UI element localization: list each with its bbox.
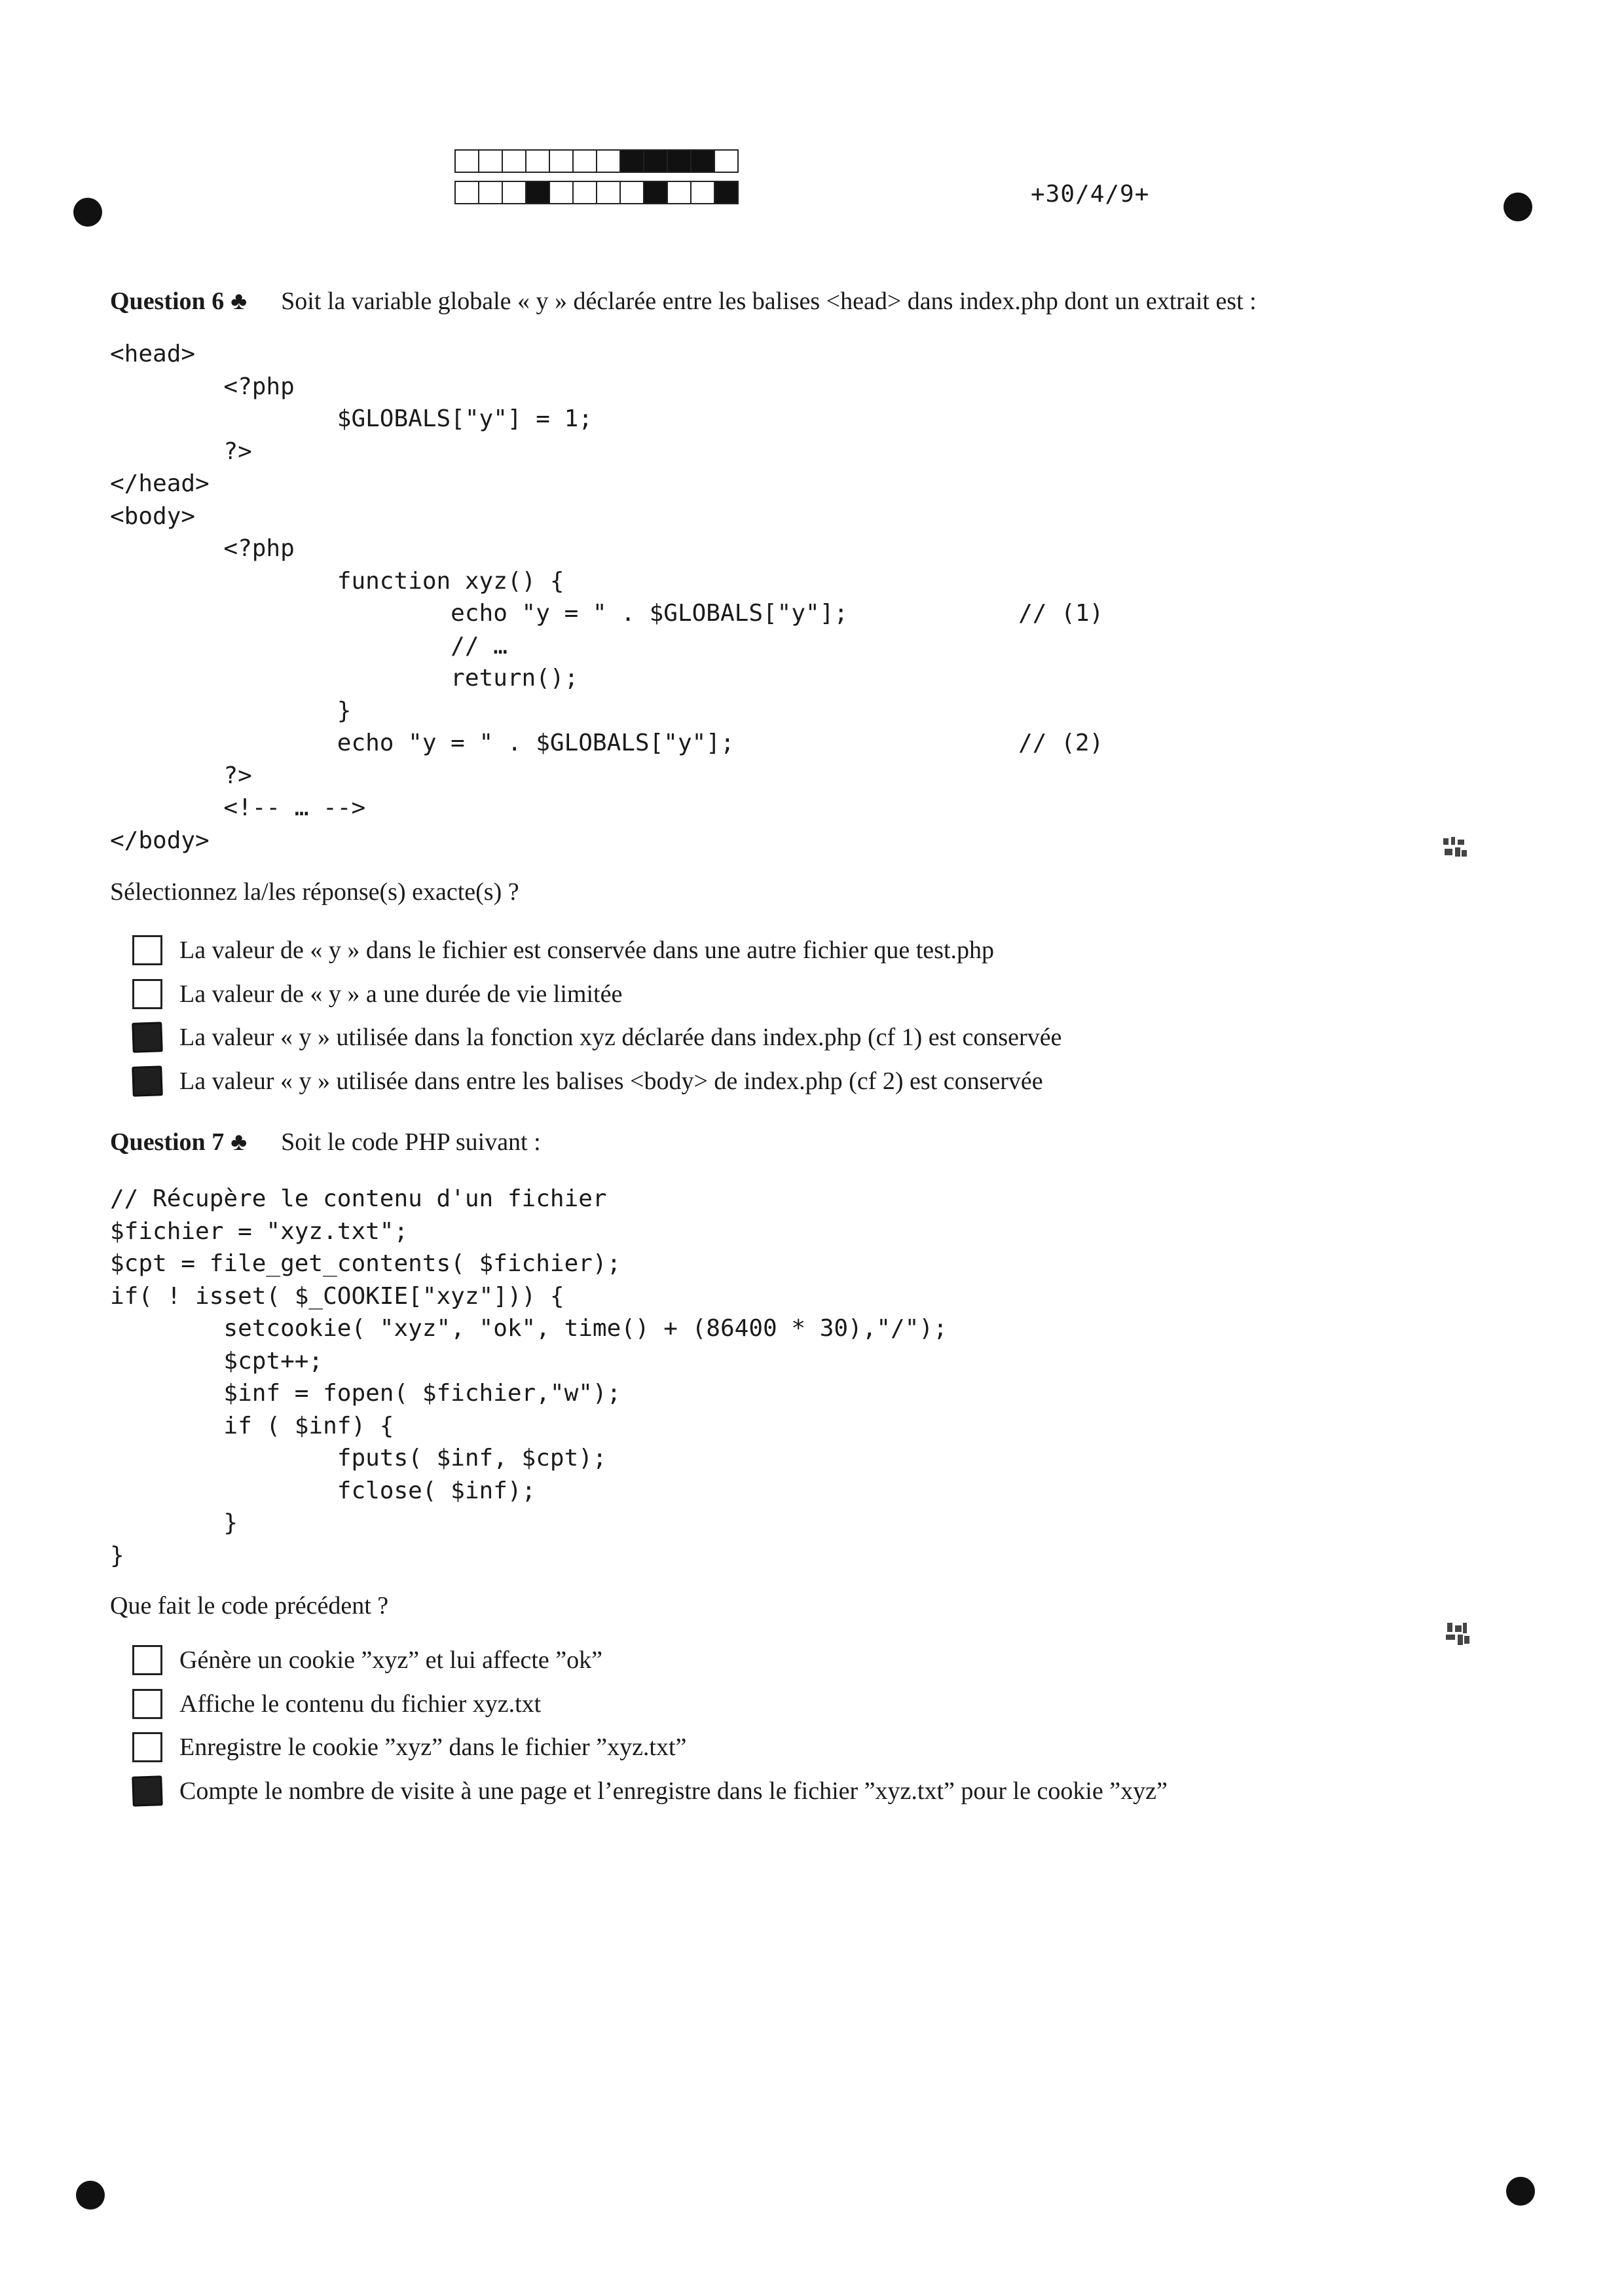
code-line: </body> [110, 826, 210, 854]
code-line: // Récupère le contenu d'un fichier [110, 1185, 607, 1212]
answer-checkbox[interactable] [132, 1689, 162, 1719]
barcode-cell [714, 149, 739, 173]
barcode-cell [502, 149, 526, 173]
question-6-code [110, 338, 1103, 857]
checked-checkbox[interactable] [132, 1065, 163, 1097]
answer-option[interactable] [132, 1769, 1168, 1813]
question-6-statement: Soit la variable globale « y » déclarée entre les balises <head> dans index.php dont un extrait est : [281, 287, 1257, 315]
question-7-prompt: Que fait le code précédent ? [110, 1592, 389, 1620]
code-line: $GLOBALS["y"] = 1; [110, 405, 593, 432]
answer-text: La valeur de « y » dans le fichier est conservée dans une autre fichier que test.php [179, 936, 994, 965]
registration-dot-bottom-left [76, 2181, 105, 2210]
code-line: return(); [110, 665, 579, 692]
question-7-label: Question 7 [110, 1128, 225, 1156]
barcode-cell [478, 181, 503, 204]
barcode-cell [525, 181, 550, 204]
id-barcode-row-2 [454, 181, 737, 204]
registration-dot-top-left [73, 198, 102, 227]
code-line: ?> [110, 437, 252, 465]
answer-option[interactable] [132, 1060, 1061, 1103]
barcode-cell [572, 149, 597, 173]
code-line: } [110, 697, 352, 724]
answer-checkbox[interactable] [132, 1732, 162, 1762]
code-line: echo "y = " . $GLOBALS["y"]; // (1) [110, 600, 1104, 627]
code-line: <?php [110, 373, 295, 400]
page-id: +30/4/9+ [1031, 181, 1150, 208]
question-6-label: Question 6 [110, 287, 225, 315]
registration-dot-top-right [1504, 193, 1532, 221]
barcode-cell [502, 181, 526, 204]
answer-text: Affiche le contenu du fichier xyz.txt [179, 1690, 542, 1718]
barcode-cell [643, 181, 668, 204]
answer-option[interactable] [132, 1639, 1168, 1682]
code-line: // … [110, 632, 507, 659]
code-line: $cpt = file_get_contents( $fichier); [110, 1250, 621, 1277]
answer-checkbox[interactable] [132, 979, 162, 1009]
scanner-mark-icon [1441, 834, 1469, 863]
question-6-answers [132, 929, 1061, 1103]
barcode-cell [643, 149, 668, 173]
question-6-header [110, 287, 1257, 316]
answer-option[interactable] [132, 929, 1061, 972]
code-line: echo "y = " . $GLOBALS["y"]; // (2) [110, 730, 1104, 756]
barcode-cell [667, 181, 692, 204]
answer-text: La valeur de « y » a une durée de vie limitée [179, 980, 623, 1008]
barcode-cell [690, 181, 715, 204]
barcode-cell [572, 181, 597, 204]
answer-option[interactable] [132, 1682, 1168, 1726]
barcode-cell [714, 181, 739, 204]
code-line: ?> [110, 762, 252, 789]
question-7-statement: Soit le code PHP suivant : [281, 1128, 541, 1156]
code-line: $inf = fopen( $fichier,"w"); [110, 1380, 621, 1407]
barcode-cell [596, 149, 621, 173]
barcode-cell [525, 149, 550, 173]
answer-text: Enregistre le cookie ”xyz” dans le fichier ”xyz.txt” [179, 1733, 687, 1762]
answer-text: La valeur « y » utilisée dans entre les balises <body> de index.php (cf 2) est conservée [179, 1067, 1043, 1095]
answer-option[interactable] [132, 1016, 1061, 1060]
barcode-cell [454, 149, 479, 173]
code-line: } [110, 1509, 238, 1536]
code-line: <?php [110, 535, 295, 562]
barcode-cell [690, 149, 715, 173]
scanner-mark-icon [1443, 1620, 1472, 1649]
code-line: if( ! isset( $_COOKIE["xyz"])) { [110, 1282, 564, 1310]
answer-text: La valeur « y » utilisée dans la fonction xyz déclarée dans index.php (cf 1) est conservée [179, 1024, 1062, 1052]
code-line: fputs( $inf, $cpt); [110, 1445, 607, 1472]
registration-dot-bottom-right [1506, 2177, 1535, 2206]
code-line: } [110, 1542, 124, 1569]
answer-checkbox[interactable] [132, 935, 162, 965]
question-7-code [110, 1183, 948, 1572]
answer-text: Génère un cookie ”xyz” et lui affecte ”ok” [179, 1646, 602, 1675]
barcode-cell [454, 181, 479, 204]
code-line: </head> [110, 470, 210, 497]
answer-checkbox[interactable] [132, 1645, 162, 1675]
club-icon: ♣ [231, 287, 248, 315]
checked-checkbox[interactable] [132, 1022, 163, 1053]
code-line: if ( $inf) { [110, 1412, 394, 1439]
code-line: function xyz() { [110, 567, 564, 595]
code-line: $cpt++; [110, 1347, 323, 1375]
answer-text: Compte le nombre de visite à une page et l’enregistre dans le fichier ”xyz.txt” pour le cookie ”xyz” [179, 1777, 1168, 1805]
question-6-prompt: Sélectionnez la/les réponse(s) exacte(s) ? [110, 878, 519, 906]
barcode-cell [478, 149, 503, 173]
question-7-answers [132, 1639, 1168, 1813]
id-barcode-row-1 [454, 149, 737, 173]
barcode-cell [549, 181, 574, 204]
question-7-header [110, 1128, 541, 1157]
code-line: <head> [110, 341, 196, 367]
checked-checkbox[interactable] [132, 1775, 163, 1807]
barcode-cell [549, 149, 574, 173]
code-line: <body> [110, 502, 196, 530]
barcode-cell [619, 149, 644, 173]
code-line: $fichier = "xyz.txt"; [110, 1217, 409, 1245]
answer-option[interactable] [132, 1726, 1168, 1769]
club-icon: ♣ [231, 1128, 248, 1156]
code-line: fclose( $inf); [110, 1477, 536, 1504]
barcode-cell [667, 149, 692, 173]
barcode-cell [619, 181, 644, 204]
code-line: <!-- … --> [110, 794, 366, 821]
barcode-cell [596, 181, 621, 204]
answer-option[interactable] [132, 972, 1061, 1016]
code-line: setcookie( "xyz", "ok", time() + (86400 * 30),"/"); [110, 1315, 948, 1342]
